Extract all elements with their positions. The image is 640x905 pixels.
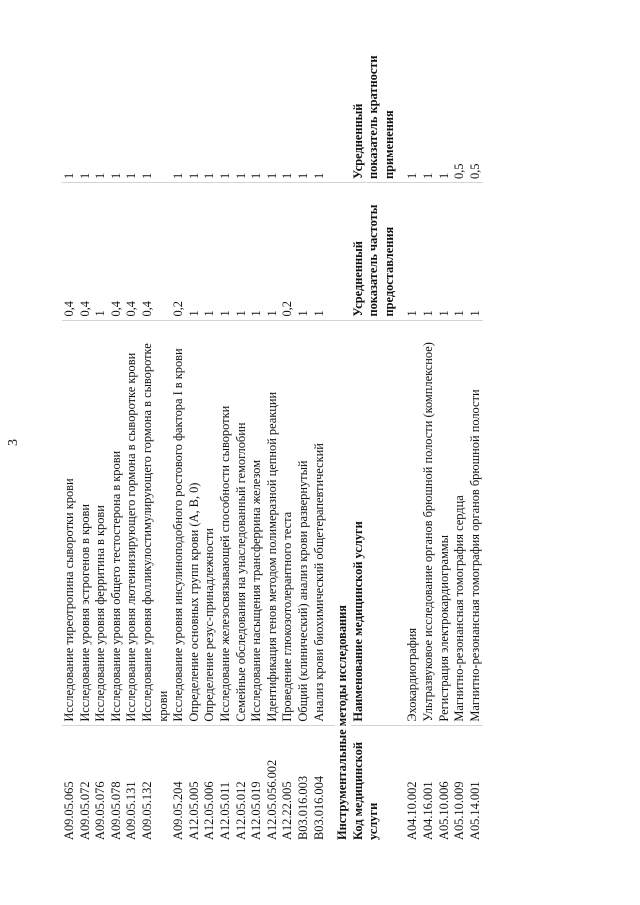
table-row <box>249 45 265 843</box>
header-code: Код медицинской услуги <box>350 742 381 840</box>
frequency-value: 1 <box>202 183 218 321</box>
service-code: A12.05.006 <box>202 781 217 840</box>
service-code: A12.05.012 <box>233 781 248 840</box>
services-table-sheet <box>62 45 622 843</box>
table-row <box>218 45 234 843</box>
frequency-value: 1 <box>265 183 281 321</box>
lab-section-body <box>62 45 327 843</box>
service-name: Проведение глюкозотолерантного теста <box>280 320 296 725</box>
table-row <box>234 45 250 843</box>
frequency-value: 1 <box>452 183 468 321</box>
table-row <box>187 45 203 843</box>
service-name: Определение резус-принадлежности <box>202 320 218 725</box>
service-code: A09.05.131 <box>124 781 139 840</box>
service-name: Исследование уровня инсулиноподобного ростового фактора I в крови <box>171 320 187 725</box>
section-title-row <box>335 45 351 843</box>
frequency-value: 0,4 <box>140 183 171 321</box>
service-code: A12.05.056.002 <box>264 759 279 840</box>
service-code: A09.05.065 <box>62 781 76 840</box>
table-row <box>421 45 437 843</box>
frequency-value: 0,4 <box>62 183 78 321</box>
frequency-value: 0,2 <box>280 183 296 321</box>
service-code: A12.05.005 <box>186 781 201 840</box>
frequency-value: 0,4 <box>124 183 140 321</box>
table-row <box>78 45 94 843</box>
multiplicity-value: 1 <box>187 45 203 183</box>
frequency-value: 1 <box>93 183 109 321</box>
service-name: Исследование насыщения трансферрина железом <box>249 320 265 725</box>
table-row <box>452 45 468 843</box>
column-header-row <box>351 45 398 843</box>
multiplicity-value: 1 <box>312 45 328 183</box>
table-row <box>171 45 187 843</box>
frequency-value: 1 <box>468 183 484 321</box>
table-row <box>62 45 78 843</box>
instrumental-section-body <box>405 45 483 843</box>
table-row <box>312 45 328 843</box>
multiplicity-value: 1 <box>296 45 312 183</box>
table-row <box>140 45 171 843</box>
service-code: A12.05.019 <box>249 781 264 840</box>
services-table <box>62 45 483 843</box>
table-row <box>405 45 421 843</box>
service-name: Эхокардиография <box>405 320 421 725</box>
service-name: Семейные обследования на унаследованный гемоглобин <box>234 320 250 725</box>
service-code: A12.22.005 <box>280 781 295 840</box>
service-code: A05.10.009 <box>452 781 467 840</box>
page-number: 3 <box>6 439 21 446</box>
service-name: Исследование уровня эстрогенов в крови <box>78 320 94 725</box>
service-name: Исследование уровня общего тестостерона в крови <box>109 320 125 725</box>
multiplicity-value: 1 <box>202 45 218 183</box>
multiplicity-value: 1 <box>93 45 109 183</box>
service-name: Исследование уровня фолликулостимулирующего гормона в сыворотке крови <box>140 320 171 725</box>
frequency-value: 1 <box>234 183 250 321</box>
multiplicity-value: 1 <box>421 45 437 183</box>
service-code: A09.05.076 <box>93 781 108 840</box>
multiplicity-value: 0,5 <box>468 45 484 183</box>
service-name: Общий (клинический) анализ крови развернутый <box>296 320 312 725</box>
multiplicity-value: 1 <box>124 45 140 183</box>
table-row <box>124 45 140 843</box>
service-code: A12.05.011 <box>217 781 232 840</box>
multiplicity-value: 1 <box>109 45 125 183</box>
service-name: Исследование уровня лютеинизирующего гормона в сыворотке крови <box>124 320 140 725</box>
table-row <box>296 45 312 843</box>
service-name: Идентификация генов методом полимеразной цепной реакции <box>265 320 281 725</box>
multiplicity-value: 1 <box>249 45 265 183</box>
frequency-value: 1 <box>218 183 234 321</box>
service-name: Анализ крови биохимический общетерапевтический <box>312 320 328 725</box>
frequency-value: 1 <box>249 183 265 321</box>
service-name: Исследование уровня ферритина в крови <box>93 320 109 725</box>
multiplicity-value: 1 <box>171 45 187 183</box>
service-code: A09.05.132 <box>139 781 154 840</box>
table-row <box>202 45 218 843</box>
multiplicity-value: 1 <box>280 45 296 183</box>
frequency-value: 1 <box>437 183 453 321</box>
table-row <box>468 45 484 843</box>
service-code: A09.05.204 <box>171 781 186 840</box>
instrumental-section-header <box>327 45 405 843</box>
multiplicity-value: 1 <box>140 45 171 183</box>
frequency-value: 0,4 <box>109 183 125 321</box>
service-name: Магнитно-резонансная томография сердца <box>452 320 468 725</box>
table-row <box>93 45 109 843</box>
service-code: A05.14.001 <box>467 781 482 840</box>
frequency-value: 1 <box>187 183 203 321</box>
service-name: Магнитно-резонансная томография органов брюшной полости <box>468 320 484 725</box>
multiplicity-value: 1 <box>62 45 78 183</box>
multiplicity-value: 1 <box>265 45 281 183</box>
frequency-value: 1 <box>312 183 328 321</box>
multiplicity-value: 1 <box>405 45 421 183</box>
service-code: A04.10.002 <box>405 781 420 840</box>
service-code: A09.05.078 <box>108 781 123 840</box>
frequency-value: 1 <box>421 183 437 321</box>
table-row <box>280 45 296 843</box>
multiplicity-value: 1 <box>218 45 234 183</box>
service-name: Ультразвуковое исследование органов брюшной полости (комплексное) <box>421 320 437 725</box>
service-name: Регистрация электрокардиограммы <box>437 320 453 725</box>
table-row <box>265 45 281 843</box>
multiplicity-value: 1 <box>234 45 250 183</box>
multiplicity-value: 1 <box>78 45 94 183</box>
frequency-value: 1 <box>405 183 421 321</box>
header-name: Наименование медицинской услуги <box>351 320 398 725</box>
header-frequency: Усредненный показатель частоты предоставления <box>351 183 398 321</box>
service-code: B03.016.004 <box>311 775 326 840</box>
service-name: Исследование железосвязывающей способности сыворотки <box>218 320 234 725</box>
table-row <box>437 45 453 843</box>
multiplicity-value: 0,5 <box>452 45 468 183</box>
service-code: A09.05.072 <box>77 781 92 840</box>
service-name: Исследование тиреотропина сыворотки крови <box>62 320 78 725</box>
section-title: Инструментальные методы исследования <box>335 605 350 840</box>
header-multiplicity: Усредненный показатель кратности применения <box>351 45 398 183</box>
service-code: A05.10.006 <box>436 781 451 840</box>
service-code: A04.16.001 <box>421 781 436 840</box>
frequency-value: 0,2 <box>171 183 187 321</box>
frequency-value: 1 <box>296 183 312 321</box>
service-code: B03.016.003 <box>295 775 310 840</box>
table-row <box>109 45 125 843</box>
service-name: Определение основных групп крови (A, B, 0) <box>187 320 203 725</box>
frequency-value: 0,4 <box>78 183 94 321</box>
multiplicity-value: 1 <box>437 45 453 183</box>
